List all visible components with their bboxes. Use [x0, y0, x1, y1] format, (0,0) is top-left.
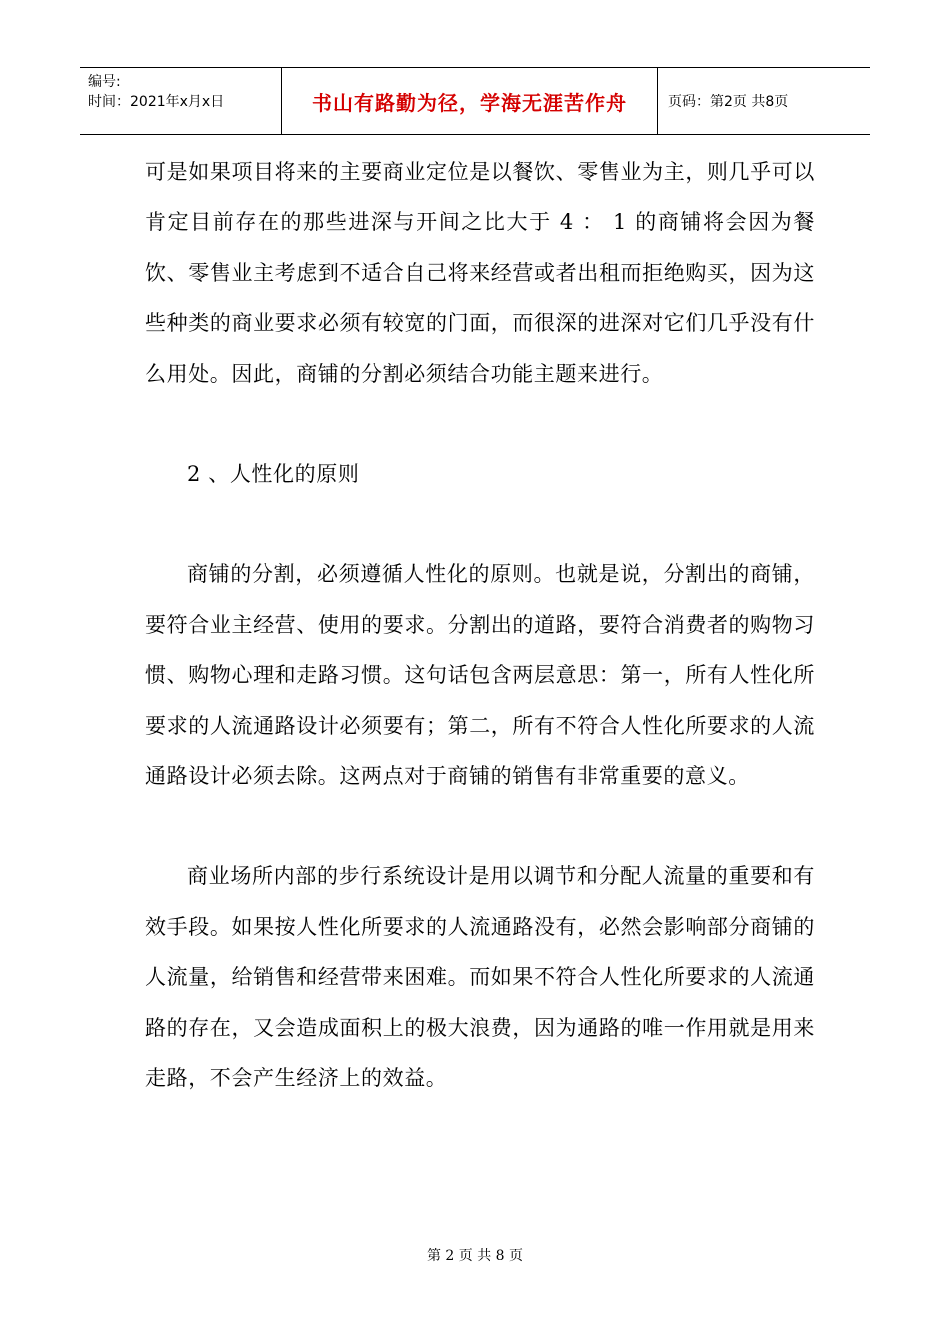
- paragraph-gap: [145, 399, 815, 449]
- header-meta-cell: [80, 68, 282, 134]
- header-motto-cell: [282, 68, 658, 134]
- section-heading: 2 、人性化的原则: [187, 462, 360, 487]
- header-page-number: 页码：第2页 共8页: [668, 94, 789, 110]
- page-footer: [0, 1245, 950, 1265]
- header-page-cell: [658, 68, 870, 134]
- footer-page-number: 第 2 页 共 8 页: [426, 1248, 524, 1264]
- header-table: [80, 67, 870, 135]
- paragraph: 商业场所内部的步行系统设计是用以调节和分配人流量的重要和有效手段。如果按人性化所要求的人流通路没有，必然会影响部分商铺的人流量，给销售和经营带来困难。而如果不符合人性化所要求的人流通路的存在，又会造成面积上的极大浪费，因为通路的唯一作用就是用来走路，不会产生经济上的效益。: [145, 864, 815, 1091]
- header-motto: 书山有路勤为径，学海无涯苦作舟: [312, 90, 627, 115]
- document-body: [145, 147, 815, 1104]
- paragraph-gap: [145, 499, 815, 549]
- paragraph-gap: [145, 801, 815, 851]
- paragraph-continuation: 可是如果项目将来的主要商业定位是以餐饮、零售业为主，则几乎可以肯定目前存在的那些进深与开间之比大于 4 ： 1 的商铺将会因为餐饮、零售业主考虑到不适合自己将来经营或者出租而拒绝购买，因为这些种类的商业要求必须有较宽的门面，而很深的进深对它们几乎没有什么用处。因此，商铺的分割必须结合功能主题来进行。: [145, 160, 815, 386]
- document-date-label: 时间：2021年x月x日: [88, 94, 225, 110]
- paragraph: 商铺的分割，必须遵循人性化的原则。也就是说，分割出的商铺，要符合业主经营、使用的要求。分割出的道路，要符合消费者的购物习惯、购物心理和走路习惯。这句话包含两层意思：第一，所有人性化所要求的人流通路设计必须要有；第二，所有不符合人性化所要求的人流通路设计必须去除。这两点对于商铺的销售有非常重要的意义。: [145, 562, 815, 789]
- document-number-label: 编号:: [88, 74, 121, 90]
